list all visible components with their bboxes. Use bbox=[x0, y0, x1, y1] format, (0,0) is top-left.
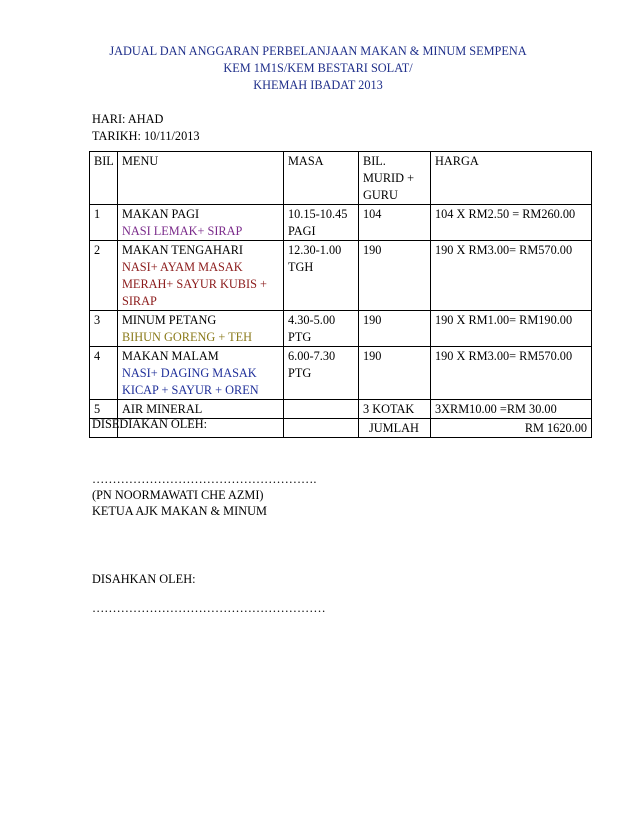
table-row bbox=[90, 205, 592, 241]
date-label: TARIKH: 10/11/2013 bbox=[92, 129, 200, 143]
prepared-signature-line: ………………………………………………. bbox=[92, 472, 317, 486]
title-line-2: KEM 1M1S/KEM BESTARI SOLAT/ bbox=[223, 61, 413, 75]
header-masa: MASA bbox=[284, 152, 359, 205]
day-label: HARI: AHAD bbox=[92, 112, 164, 126]
row-menu: AIR MINERAL bbox=[118, 400, 284, 419]
row-bil: 4 bbox=[90, 347, 118, 400]
row-count: 3 KOTAK bbox=[359, 400, 431, 419]
row-masa: 12.30-1.00 TGH bbox=[284, 241, 359, 311]
row-menu bbox=[118, 347, 284, 400]
table-header-row bbox=[90, 152, 592, 205]
row-count: 190 bbox=[359, 347, 431, 400]
table-row bbox=[90, 241, 592, 311]
row-harga: 104 X RM2.50 = RM260.00 bbox=[431, 205, 592, 241]
row-menu bbox=[118, 241, 284, 311]
header-menu: MENU bbox=[118, 152, 284, 205]
row-count: 190 bbox=[359, 241, 431, 311]
row-bil: 1 bbox=[90, 205, 118, 241]
prepared-by-label: DISEDIAKAN OLEH: bbox=[92, 417, 208, 431]
table-row bbox=[90, 347, 592, 400]
meal-name: MINUM PETANG bbox=[122, 313, 217, 327]
row-harga: 190 X RM3.00= RM570.00 bbox=[431, 241, 592, 311]
row-masa: 4.30-5.00 PTG bbox=[284, 311, 359, 347]
meal-name: MAKAN PAGI bbox=[122, 207, 200, 221]
header-harga: HARGA bbox=[431, 152, 592, 205]
header-bil: BIL bbox=[90, 152, 118, 205]
title-line-1: JADUAL DAN ANGGARAN PERBELANJAAN MAKAN & MINUM SEMPENA bbox=[109, 44, 527, 58]
prepared-role: KETUA AJK MAKAN & MINUM bbox=[92, 504, 267, 518]
row-harga: 190 X RM3.00= RM570.00 bbox=[431, 347, 592, 400]
document-title bbox=[88, 43, 548, 94]
meal-items: NASI LEMAK+ SIRAP bbox=[122, 224, 243, 238]
meal-items: BIHUN GORENG + TEH bbox=[122, 330, 253, 344]
total-label: JUMLAH bbox=[359, 419, 431, 438]
row-bil: 3 bbox=[90, 311, 118, 347]
meal-items: NASI+ AYAM MASAK MERAH+ SAYUR KUBIS + SIRAP bbox=[122, 260, 267, 308]
row-menu bbox=[118, 205, 284, 241]
row-menu bbox=[118, 311, 284, 347]
row-harga: 3XRM10.00 =RM 30.00 bbox=[431, 400, 592, 419]
row-masa: 6.00-7.30 PTG bbox=[284, 347, 359, 400]
table-row bbox=[90, 311, 592, 347]
title-line-3: KHEMAH IBADAT 2013 bbox=[253, 78, 383, 92]
meal-name: MAKAN MALAM bbox=[122, 349, 219, 363]
row-harga: 190 X RM1.00= RM190.00 bbox=[431, 311, 592, 347]
row-bil: 2 bbox=[90, 241, 118, 311]
approved-signature-line: ………………………………………………… bbox=[92, 601, 326, 615]
approved-by-label: DISAHKAN OLEH: bbox=[92, 572, 196, 586]
row-masa bbox=[284, 400, 359, 419]
expense-table bbox=[89, 151, 592, 438]
row-count: 104 bbox=[359, 205, 431, 241]
row-count: 190 bbox=[359, 311, 431, 347]
header-bil-murid: BIL. MURID + GURU bbox=[359, 152, 431, 205]
row-bil: 5 bbox=[90, 400, 118, 419]
prepared-name: (PN NOORMAWATI CHE AZMI) bbox=[92, 488, 264, 502]
total-value: RM 1620.00 bbox=[431, 419, 592, 438]
row-masa: 10.15-10.45 PAGI bbox=[284, 205, 359, 241]
meal-items: NASI+ DAGING MASAK KICAP + SAYUR + OREN bbox=[122, 366, 259, 397]
meal-name: MAKAN TENGAHARI bbox=[122, 243, 244, 257]
